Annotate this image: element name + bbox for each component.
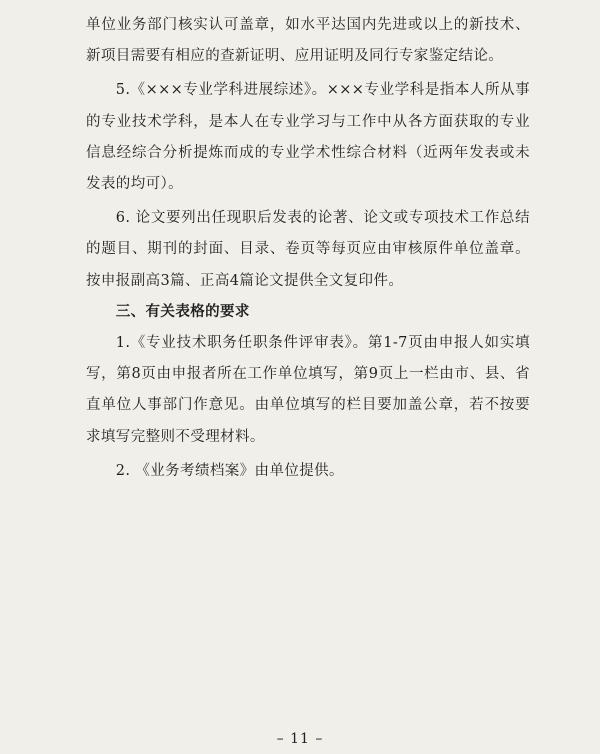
paragraph-item-5: 5.《×××专业学科进展综述》。×××专业学科是指本人所从事的专业技术学科，是本人在专业学习与工作中从各方面获取的专业信息经综合分析提炼而成的专业学术性综合材料（近两年发表或未发表的均可）。 — [86, 82, 530, 193]
paragraph-continuation: 单位业务部门核实认可盖章，如水平达国内先进或以上的新技术、新项目需要有相应的查新证明、应用证明及同行专家鉴定结论。 — [86, 17, 530, 65]
page-number: – 11 – — [276, 731, 324, 747]
section-heading: 三、有关表格的要求 — [115, 303, 250, 320]
paragraph-table-item-1: 1.《专业技术职务任职条件评审表》。第1-7页由申报人如实填写，第8页由申报者所在工作单位填写，第9页上一栏由市、县、省直单位人事部门作意见。由单位填写的栏目要加盖公章，若不按要求填写完整则不受理材料。 — [86, 335, 530, 445]
paragraph-item-6: 6. 论文要列出任现职后发表的论著、论文或专项技术工作总结的题目、期刊的封面、目录、卷页等每页应由审核原件单位盖章。按申报副高3篇、正高4篇论文提供全文复印件。 — [86, 210, 530, 289]
paragraph-table-item-2: 2. 《业务考绩档案》由单位提供。 — [115, 462, 344, 479]
